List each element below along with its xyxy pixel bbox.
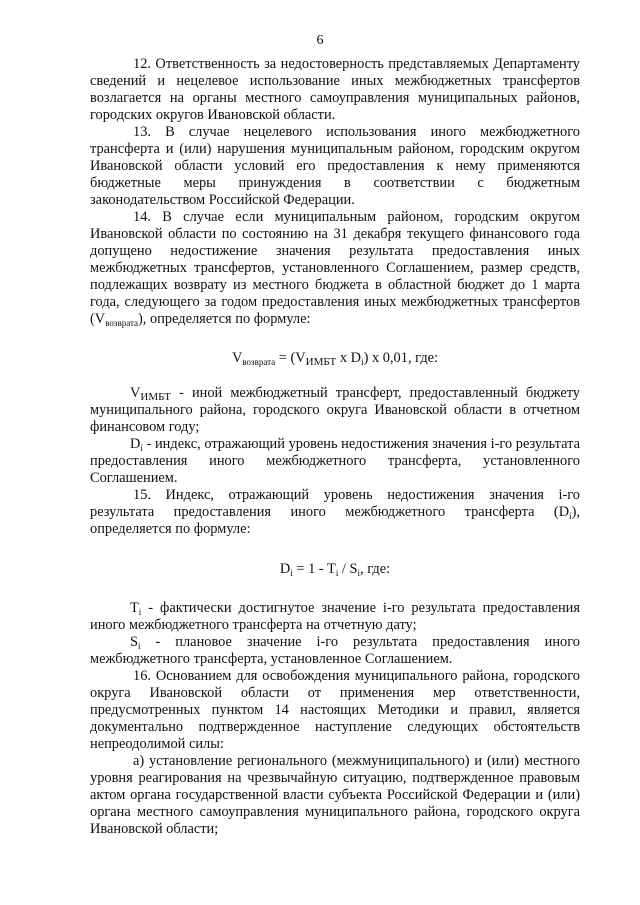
document-body xyxy=(90,56,580,838)
def-v-text: - иной межбюджетный трансферт, предоставленный бюджету муниципального района, городского округа Ивановской области в отчетном финансовом году; xyxy=(90,385,580,435)
def-t-text: - фактически достигнутое значение i-го результата предоставления иного межбюджетного трансферта на отчетную дату; xyxy=(90,600,580,633)
def-t-symbol: T xyxy=(130,600,139,616)
def-s-symbol: S xyxy=(130,634,139,650)
formula-v-return xyxy=(90,350,580,367)
formula-tail: ) x 0,01, где: xyxy=(363,350,439,366)
def-v-sub: ИМБТ xyxy=(140,391,172,403)
formula2-d: D xyxy=(279,561,291,577)
paragraph-16: 16. Основанием для освобождения муниципального района, городского округа Ивановской области от применения мер ответственности, предусмотренных пунктом 14 настоящих Методики и правил, является документально подтвержденное наступление следующих обстоятельств непреодолимой силы: xyxy=(90,668,580,752)
paragraph-14-tail: ), определяется по формуле: xyxy=(138,311,311,327)
definition-d-i xyxy=(90,436,580,487)
symbol-v-return: V xyxy=(94,311,106,327)
formula2-i2: i xyxy=(335,568,339,578)
page-number: 6 xyxy=(316,33,324,48)
formula-imbt-sub: ИМБТ xyxy=(305,356,337,368)
paragraph-14 xyxy=(90,209,580,328)
paragraph-14-text: 14. В случае если муниципальным районом, городским округом Ивановской области по состоянию на 31 декабря текущего финансового года допущено недостижение значения результата предоставления иных межбюджетных трансфертов, установленного Соглашением, размер средств, подлежащих возврату из местного бюджета в областной бюджет до 1 марта года, следующего за годом предоставления иных межбюджетных трансфертов ( xyxy=(90,209,580,327)
formula-lhs: V xyxy=(231,350,243,366)
paragraph-15-text: 15. Индекс, отражающий уровень недостижения значения i-го результата предоставления иного межбюджетного трансферта (D xyxy=(90,487,580,520)
paragraph-13: 13. В случае нецелевого использования иного межбюджетного трансферта и (или) нарушения муниципальным районом, городским округом Ивановской области условий его предоставления к нему применяются бюджетные меры принуждения в соответствии с бюджетным законодательством Российской Федерации. xyxy=(90,124,580,208)
definition-t-i xyxy=(90,600,580,634)
formula2-mid: = 1 - T xyxy=(292,561,336,577)
formula-eq: = (V xyxy=(275,350,306,366)
paragraph-15 xyxy=(90,487,580,538)
def-d-text: - индекс, отражающий уровень недостижения значения i-го результата предоставления иного межбюджетного трансферта, установленного Соглашением. xyxy=(90,436,580,486)
formula-times: x D xyxy=(336,350,362,366)
paragraph-15-tail: ), определяется по формуле: xyxy=(90,504,580,537)
paragraph-16a: а) установление регионального (межмуниципального) и (или) местного уровня реагирования на чрезвычайную ситуацию, подтвержденное правовым актом органа государственной власти субъекта Российской Федерации и (или) органа местного самоуправления муниципального района, городского округа Ивановской области; xyxy=(90,753,580,837)
formula2-tail: , где: xyxy=(360,561,391,577)
formula-lhs-sub: возврата xyxy=(242,357,276,367)
def-d-sub: i xyxy=(140,443,143,453)
formula2-i1: i xyxy=(290,568,293,578)
formula-d-i xyxy=(90,561,580,578)
definition-v-imbt xyxy=(90,385,580,436)
paragraph-12: 12. Ответственность за недостоверность представляемых Департаменту сведений и нецелевое использование иных межбюджетных трансфертов возлагается на органы местного самоуправления муниципальных районов, городских округов Ивановской области. xyxy=(90,56,580,123)
subscript-return: возврата xyxy=(105,318,138,328)
formula2-i3: i xyxy=(357,568,361,578)
def-t-sub: i xyxy=(138,607,142,617)
paragraph-15-sub: i xyxy=(569,511,572,521)
definition-s-i xyxy=(90,634,580,668)
formula2-slash: / S xyxy=(338,561,358,577)
formula-i-sub: i xyxy=(361,357,364,367)
def-s-sub: i xyxy=(138,641,141,651)
def-v-symbol: V xyxy=(130,385,141,401)
def-s-text: - плановое значение i-го результата предоставления иного межбюджетного трансферта, установленное Соглашением. xyxy=(90,634,580,667)
def-d-symbol: D xyxy=(130,436,141,452)
